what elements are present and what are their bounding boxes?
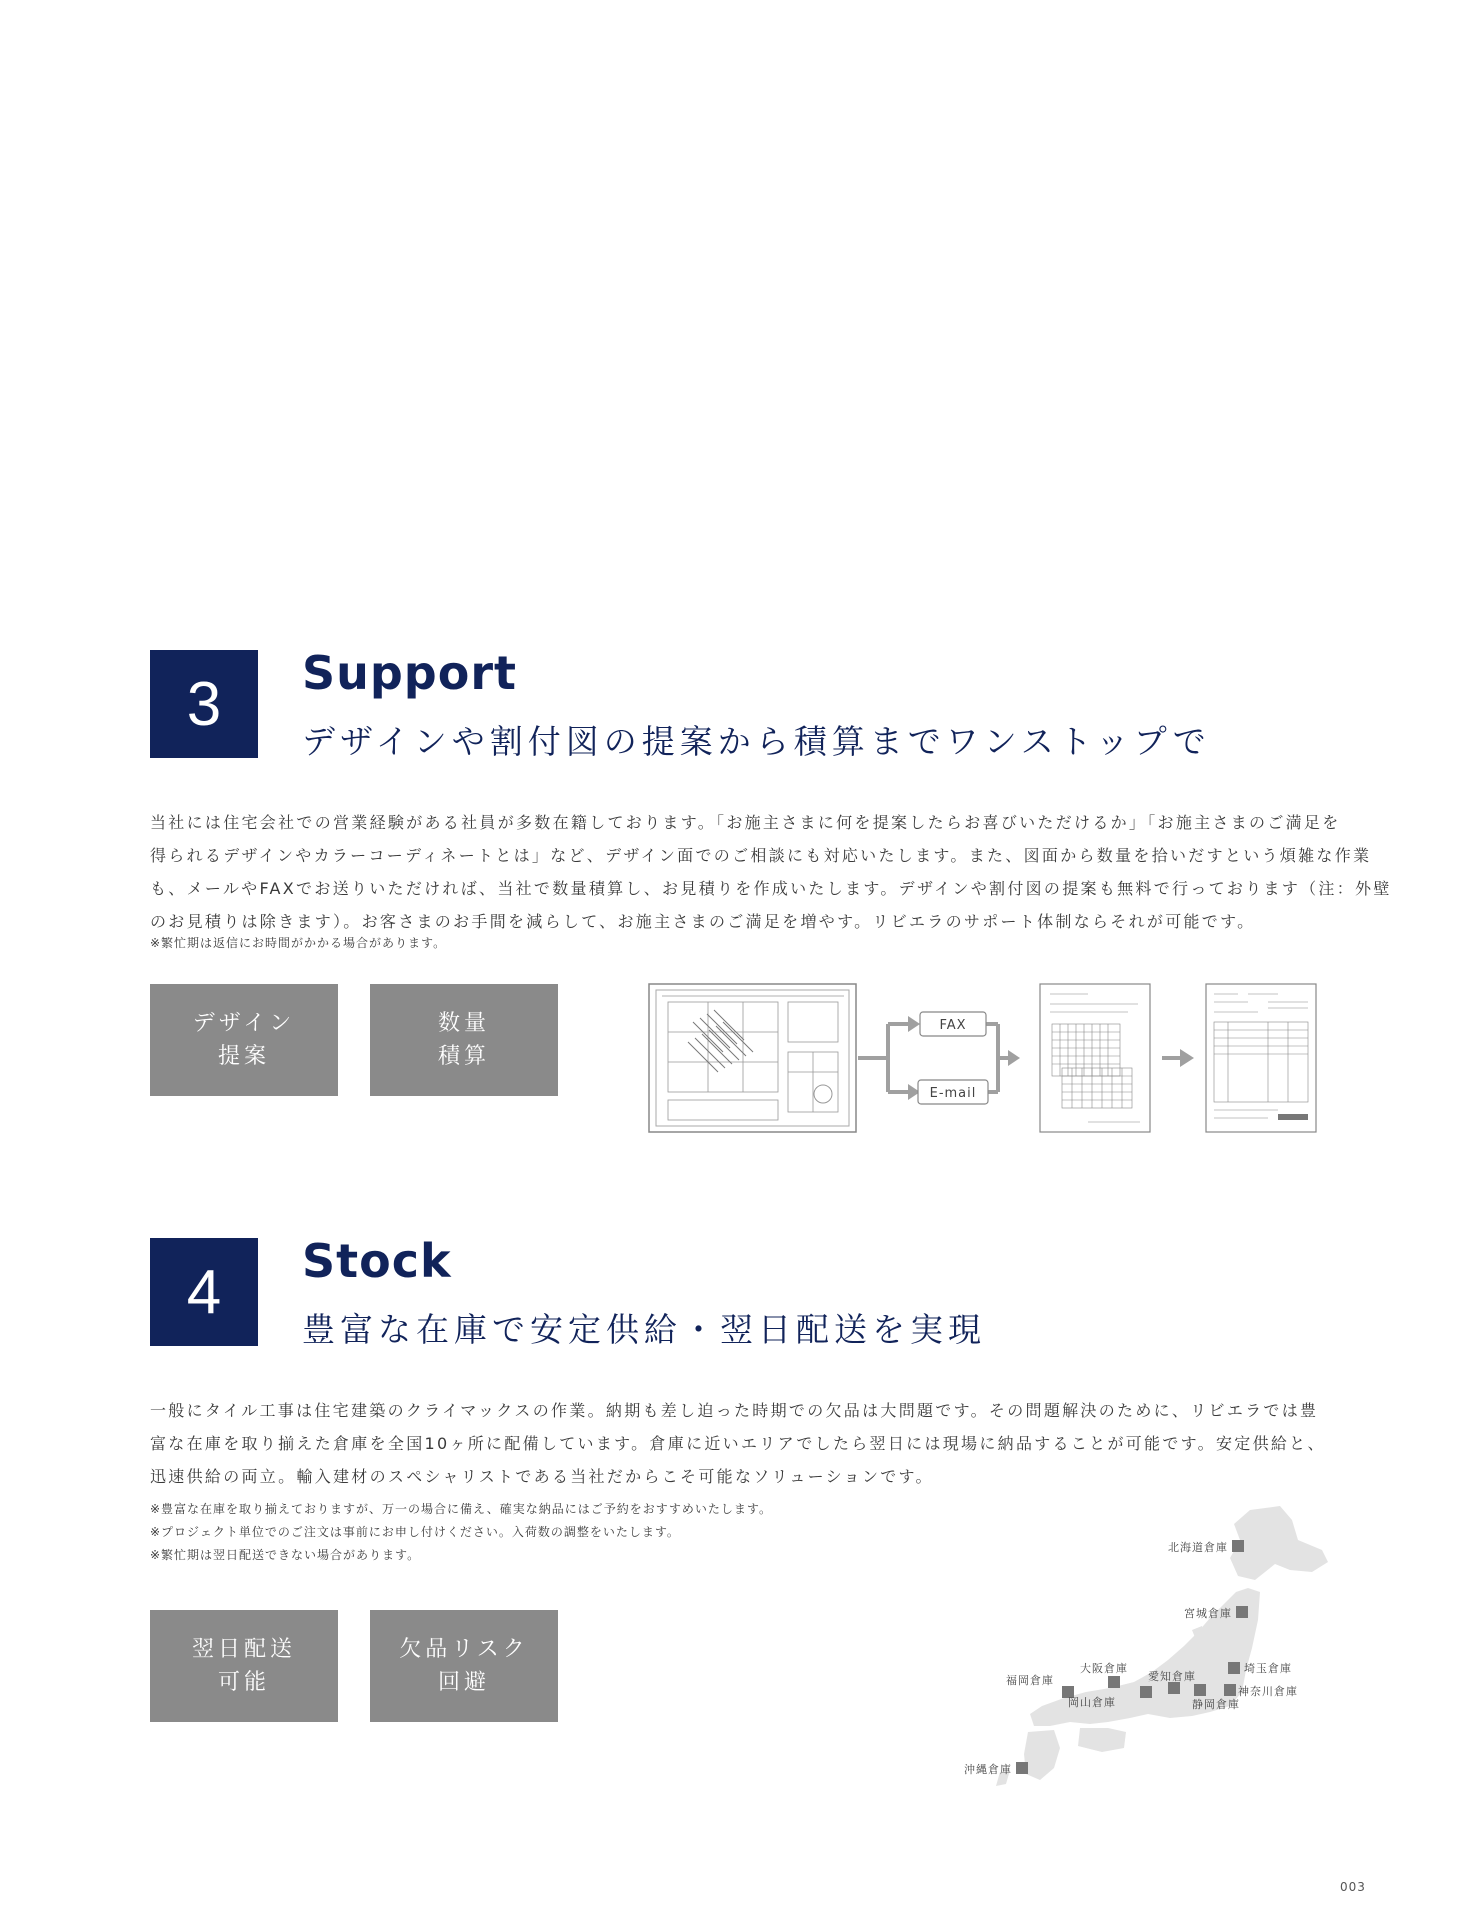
badge-line2: 回避	[437, 1670, 490, 1695]
warehouse-marker-miyagi	[1236, 1606, 1248, 1618]
quantity-estimate-badge	[370, 984, 558, 1096]
badge-line1: 欠品リスク	[399, 1637, 529, 1662]
stock-body-line: 迅速供給の両立。輸入建材のスペシャリストである当社だからこそ可能なソリューションです。	[150, 1467, 934, 1486]
badge-line2: 積算	[437, 1044, 490, 1069]
badge-line1: 数量	[437, 1011, 490, 1036]
warehouse-label-osaka: 大阪倉庫	[1080, 1662, 1128, 1675]
fax-label: FAX	[939, 1018, 967, 1033]
stock-title-en: Stock	[302, 1234, 452, 1288]
stock-body-line: 一般にタイル工事は住宅建築のクライマックスの作業。納期も差し迫った時期での欠品は大問題です。その問題解決のために、リビエラでは豊	[150, 1401, 1319, 1420]
calculation-sheet	[1040, 984, 1150, 1132]
support-flow-diagram	[648, 982, 1320, 1134]
warehouse-label-hokkaido: 北海道倉庫	[1168, 1541, 1228, 1554]
warehouse-marker-osaka	[1108, 1676, 1120, 1688]
japan-map-shape	[996, 1506, 1328, 1786]
stockout-risk-badge	[370, 1610, 558, 1722]
floor-plan-drawing	[649, 984, 856, 1132]
support-body-line: 当社には住宅会社での営業経験がある社員が多数在籍しております。「お施主さまに何を提案したらお喜びいただけるか」「お施主さまのご満足を	[150, 813, 1341, 832]
warehouse-marker-okinawa	[1016, 1762, 1028, 1774]
warehouse-label-shizuoka: 静岡倉庫	[1192, 1698, 1240, 1711]
warehouse-label-okayama: 岡山倉庫	[1068, 1696, 1116, 1709]
warehouse-marker-saitama	[1228, 1662, 1240, 1674]
support-body-line: のお見積りは除きます）。お客さまのお手間を減らして、お施主さまのご満足を増やす。リビエラのサポート体制ならそれが可能です。	[150, 912, 1256, 931]
support-note: ※繁忙期は返信にお時間がかかる場合があります。	[150, 936, 447, 950]
support-body-line: 得られるデザインやカラーコーディネートとは」など、デザイン面でのご相談にも対応いたします。また、図面から数量を拾いだすという煩雑な作業	[150, 846, 1372, 865]
badge-line2: 可能	[217, 1670, 270, 1695]
stock-body-line: 富な在庫を取り揃えた倉庫を全国10ヶ所に配備しています。倉庫に近いエリアでしたら翌日には現場に納品することが可能です。安定供給と、	[150, 1434, 1326, 1453]
warehouse-marker-aichi	[1168, 1682, 1180, 1694]
stock-title-jp: 豊富な在庫で安定供給・翌日配送を実現	[302, 1310, 986, 1349]
warehouse-label-miyagi: 宮城倉庫	[1184, 1607, 1232, 1620]
warehouse-label-kanagawa: 神奈川倉庫	[1238, 1685, 1298, 1698]
support-notes	[150, 932, 446, 955]
warehouse-marker-shizuoka	[1194, 1684, 1206, 1696]
support-body	[150, 806, 1392, 938]
warehouse-label-saitama: 埼玉倉庫	[1244, 1662, 1292, 1675]
badge-line2: 提案	[217, 1044, 270, 1069]
page-number: 003	[1340, 1880, 1366, 1894]
warehouse-marker-okayama	[1140, 1686, 1152, 1698]
stock-notes	[150, 1498, 772, 1567]
section-number-stock: 4	[150, 1238, 258, 1346]
warehouse-label-okinawa: 沖縄倉庫	[964, 1763, 1012, 1776]
stock-note: ※豊富な在庫を取り揃えておりますが、万一の場合に備え、確実な納品にはご予約をおすすめいたします。	[150, 1502, 772, 1516]
stock-body	[150, 1394, 1325, 1493]
support-title-en: Support	[302, 646, 518, 700]
badge-line1: デザイン	[192, 1011, 296, 1036]
section-number-support: 3	[150, 650, 258, 758]
warehouse-marker-kanagawa	[1224, 1684, 1236, 1696]
design-proposal-badge	[150, 984, 338, 1096]
warehouse-label-fukuoka: 福岡倉庫	[1006, 1674, 1054, 1687]
support-title-jp: デザインや割付図の提案から積算までワンストップで	[302, 722, 1211, 761]
email-label: E-mail	[929, 1086, 977, 1101]
support-body-line: も、メールやFAXでお送りいただければ、当社で数量積算し、お見積りを作成いたします。デザインや割付図の提案も無料で行っております（注：外壁	[150, 879, 1392, 898]
estimate-document	[1206, 984, 1316, 1132]
badge-line1: 翌日配送	[191, 1637, 296, 1662]
warehouse-label-aichi: 愛知倉庫	[1148, 1670, 1196, 1683]
japan-warehouse-map	[930, 1500, 1330, 1790]
stock-note: ※繁忙期は翌日配送できない場合があります。	[150, 1548, 421, 1562]
next-day-delivery-badge	[150, 1610, 338, 1722]
warehouse-marker-hokkaido	[1232, 1540, 1244, 1552]
stock-note: ※プロジェクト単位でのご注文は事前にお申し付けください。入荷数の調整をいたします。	[150, 1525, 680, 1539]
